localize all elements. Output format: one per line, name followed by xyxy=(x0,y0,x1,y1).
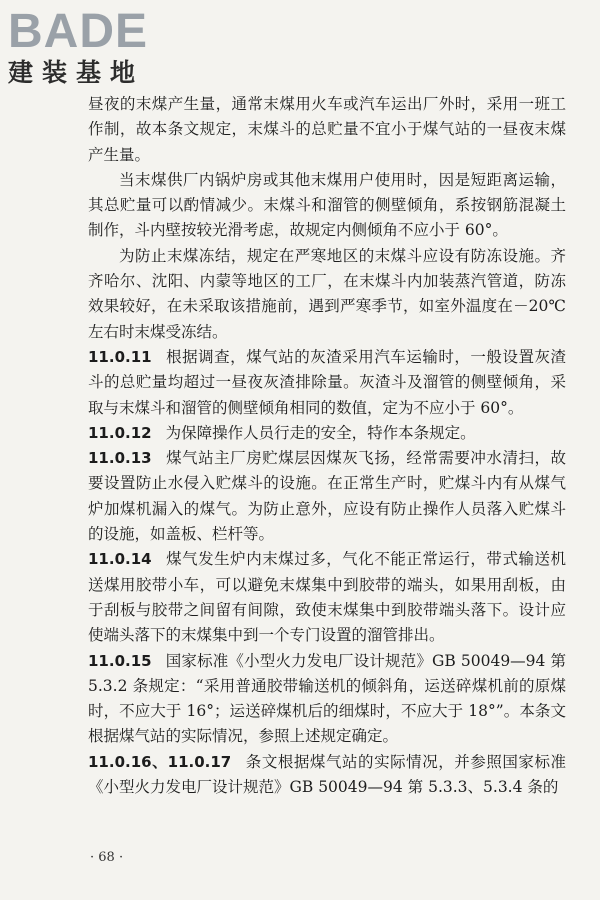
logo-brand-text: BADE xyxy=(8,5,149,58)
paragraph-text: 当末煤供厂内锅炉房或其他末煤用户使用时，因是短距离运输，其总贮量可以酌情减少。末煤斗和溜管的侧壁倾角，系按钢筋混凝土制作，斗内壁按较光滑考虑，故规定内侧倾角不应小于 60°。 xyxy=(88,170,566,240)
clause-11-0-13 xyxy=(88,446,566,547)
clause-11-0-15 xyxy=(88,649,566,750)
paragraph-continued xyxy=(88,92,566,168)
paragraph xyxy=(88,244,566,345)
clause-number: 11.0.15 xyxy=(88,651,152,670)
clause-11-0-11 xyxy=(88,345,566,421)
page-number: · 68 · xyxy=(90,850,124,865)
clause-text: 为保障操作人员行走的安全，特作本条规定。 xyxy=(165,423,476,442)
clause-number: 11.0.13 xyxy=(88,449,152,468)
clause-11-0-14 xyxy=(88,547,566,648)
paragraph xyxy=(88,168,566,244)
paragraph-text: 昼夜的末煤产生量，通常末煤用火车或汽车运出厂外时，采用一班工作制，故本条文规定，末煤斗的总贮量不宜小于煤气站的一昼夜末煤产生量。 xyxy=(88,95,566,164)
clause-number: 11.0.16、11.0.17 xyxy=(88,752,232,771)
paragraph-text: 为防止末煤冻结，规定在严寒地区的末煤斗应设有防冻设施。齐齐哈尔、沈阳、内蒙等地区的工厂，在末煤斗内加装蒸汽管道，防冻效果较好，在未采取该措施前，遇到严寒季节，如室外温度在－20℃左右时末煤受冻结。 xyxy=(88,246,566,341)
clause-text: 煤气发生炉内末煤过多，气化不能正常运行，带式输送机送煤用胶带小车，可以避免末煤集中到胶带的端头，如果用刮板，由于刮板与胶带之间留有间隙，致使末煤集中到胶带端头落下。设计应使端头落下的末煤集中到一个专门设置的溜管排出。 xyxy=(88,550,566,645)
logo xyxy=(8,4,178,88)
clause-number: 11.0.12 xyxy=(88,423,152,442)
clause-text: 根据调查，煤气站的灰渣采用汽车运输时，一般设置灰渣斗的总贮量均超过一昼夜灰渣排除量。灰渣斗及溜管的侧壁倾角，采取与末煤斗和溜管的侧壁倾角相同的数值，定为不应小于 60°。 xyxy=(88,347,566,417)
clause-text: 条文根据煤气站的实际情况，并参照国家标准《小型火力发电厂设计规范》GB 50049—94 第 5.3.3、5.3.4 条的 xyxy=(88,752,566,797)
clause-text: 国家标准《小型火力发电厂设计规范》GB 50049—94 第 5.3.2 条规定：“采用普通胶带输送机的倾斜角，运送碎煤机前的原煤时，不应大于 16°；运送碎煤机后的细煤时，不应大于 18°”。本条文根据煤气站的实际情况，参照上述规定确定。 xyxy=(88,651,566,746)
clause-number: 11.0.14 xyxy=(88,550,152,569)
logo-subtitle: 建装基地 xyxy=(8,58,145,87)
document-body xyxy=(88,92,566,800)
clause-11-0-16-17 xyxy=(88,750,566,801)
logo-wordmark xyxy=(8,4,178,56)
clause-11-0-12 xyxy=(88,421,566,446)
clause-number: 11.0.11 xyxy=(88,347,152,366)
clause-text: 煤气站主厂房贮煤层因煤灰飞扬，经常需要冲水清扫，故要设置防止水侵入贮煤斗的设施。在正常生产时，贮煤斗内有从煤气炉加煤机漏入的煤气。为防止意外，应设有防止操作人员落入贮煤斗的设施，如盖板、栏杆等。 xyxy=(88,449,566,544)
